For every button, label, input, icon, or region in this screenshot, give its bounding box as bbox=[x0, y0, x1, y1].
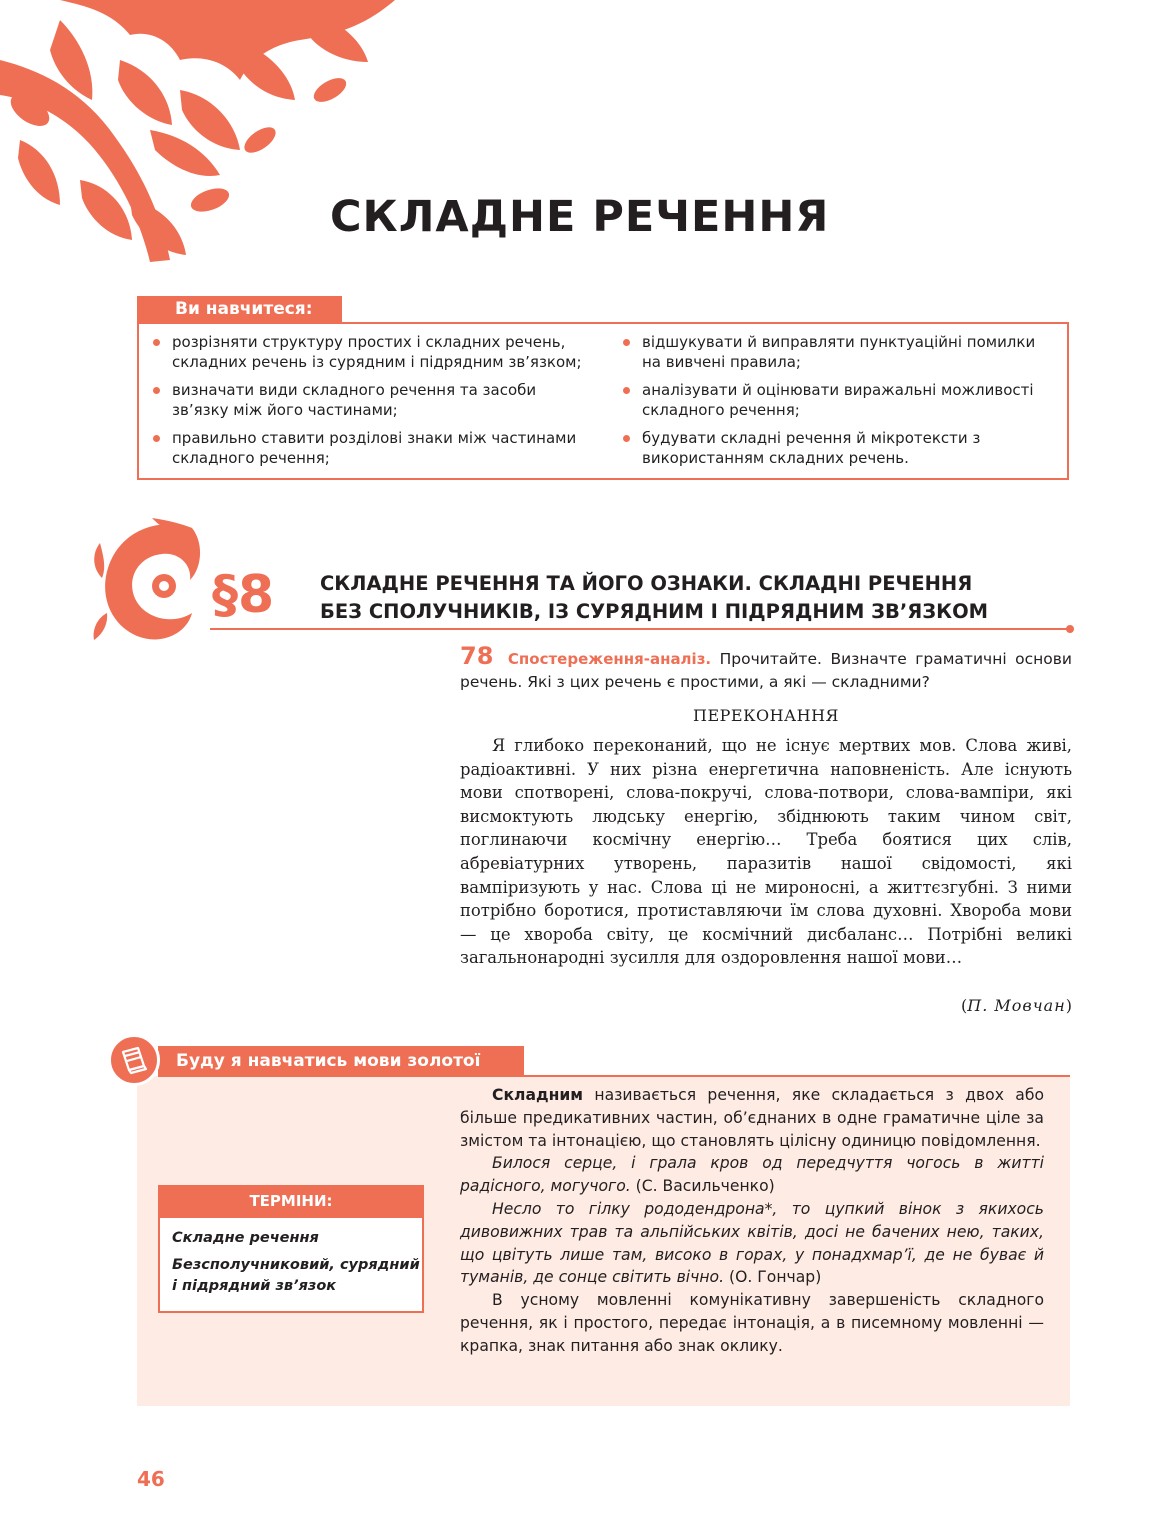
example-author: (О. Гончар) bbox=[724, 1268, 822, 1287]
list-item: розрізняти структуру простих і складних речень, складних речень із сурядним і підрядним зв’язком; bbox=[150, 332, 590, 372]
section-title-line: БЕЗ СПОЛУЧНИКІВ, ІЗ СУРЯДНИМ І ПІДРЯДНИМ ЗВ’ЯЗКОМ bbox=[320, 600, 989, 623]
definition-paragraph bbox=[460, 1084, 1044, 1152]
section-number: §8 bbox=[212, 565, 275, 625]
page-number: 46 bbox=[137, 1467, 165, 1491]
example-author: (С. Васильченко) bbox=[630, 1177, 775, 1196]
example-paragraph bbox=[460, 1152, 1044, 1198]
example-text: Несло то гілку рододендрона*, то цупкий вінок з якихось дивовижних трав та альпійських квітів, досі не бачених нею, таких, що цвітуть лише там, високо в горах, у понадхмар’ї, де не буває й туманів, де сонце світить вічно. bbox=[460, 1199, 1044, 1287]
list-item: правильно ставити розділові знаки між частинами складного речення; bbox=[150, 428, 590, 468]
swirl-ornament-icon bbox=[92, 518, 207, 646]
exercise bbox=[460, 642, 1072, 694]
terms-list bbox=[172, 1228, 420, 1303]
term-item: Безсполучниковий, сурядний і підрядний зв’язок bbox=[172, 1257, 420, 1294]
terms-header: ТЕРМІНИ: bbox=[158, 1185, 424, 1218]
exercise-task: Прочитайте. Визначте граматичні основи речень. Які з цих речень є простими, а які — складними? bbox=[460, 650, 1072, 691]
author-name: П. Мовчан bbox=[967, 996, 1066, 1015]
author-paren: ( bbox=[961, 996, 968, 1015]
theory-divider bbox=[158, 1075, 1070, 1077]
list-item: будувати складні речення й мікротексти з використанням складних речень. bbox=[620, 428, 1040, 468]
closing-paragraph: В усному мовленні комунікативну завершеність складного речення, як і простого, передає інтонація, а в писемному мовленні — крапка, знак питання або знак оклику. bbox=[460, 1291, 1044, 1355]
learning-goals-left bbox=[150, 332, 590, 476]
section-title bbox=[320, 570, 988, 626]
term-item: Складне речення bbox=[172, 1230, 319, 1246]
list-item: аналізувати й оцінювати виражальні можливості складного речення; bbox=[620, 380, 1040, 420]
section-divider bbox=[210, 628, 1070, 630]
section-divider-dot bbox=[1066, 625, 1074, 633]
list-item: визначати види складного речення та засоби зв’язку між його частинами; bbox=[150, 380, 590, 420]
book-icon bbox=[108, 1034, 160, 1086]
text-title: ПЕРЕКОНАННЯ bbox=[693, 706, 839, 725]
definition-term: Складним bbox=[492, 1086, 584, 1104]
section-title-line: СКЛАДНЕ РЕЧЕННЯ ТА ЙОГО ОЗНАКИ. СКЛАДНІ РЕЧЕННЯ bbox=[320, 572, 973, 595]
chapter-title: СКЛАДНЕ РЕЧЕННЯ bbox=[330, 192, 830, 242]
learning-goals-right bbox=[620, 332, 1040, 476]
theory-header: Буду я навчатись мови золотої bbox=[158, 1046, 524, 1076]
author-paren: ) bbox=[1065, 996, 1072, 1015]
learning-goals-header: Ви навчитеся: bbox=[137, 296, 342, 323]
exercise-type: Спостереження-аналіз. bbox=[507, 650, 712, 668]
definition-text: називається речення, яке складається з двох або більше предикативних частин, об’єднаних в одне граматичне ціле за змістом та інтонацією, що становлять цілісну одиницю повідомлення. bbox=[460, 1086, 1044, 1150]
text-author bbox=[460, 996, 1072, 1015]
example-paragraph bbox=[460, 1198, 1044, 1289]
text-body: Я глибоко переконаний, що не існує мертвих мов. Слова живі, радіоактивні. У них різна енергетична наповненість. Але існують мови спотворені, слова-покручі, слова-потвори, слова-вампіри, які висмоктують людську енергію, збіднюють таким чином світ, поглинаючи космічну енергію… Треба боятися цих слів, абревіатурних утворень, паразитів нашої свідомості, які вампіризують у нас. Слова ці не мироносні, а життєзгубні. З ними потрібно боротися, протиставляючи їм слова духовні. Хвороба мови — це хвороба світу, це космічний дисбаланс… Потрібні великі загальнонародні зусилля для оздоровлення нашої мови… bbox=[460, 736, 1072, 968]
exercise-number: 78 bbox=[460, 642, 494, 670]
example-text: Билося серце, і грала кров од передчуття чогось в житті радісного, могучого. bbox=[460, 1154, 1044, 1196]
exercise-instructions bbox=[460, 642, 1072, 694]
list-item: відшукувати й виправляти пунктуаційні помилки на вивчені правила; bbox=[620, 332, 1040, 372]
theory-text bbox=[460, 1084, 1044, 1358]
